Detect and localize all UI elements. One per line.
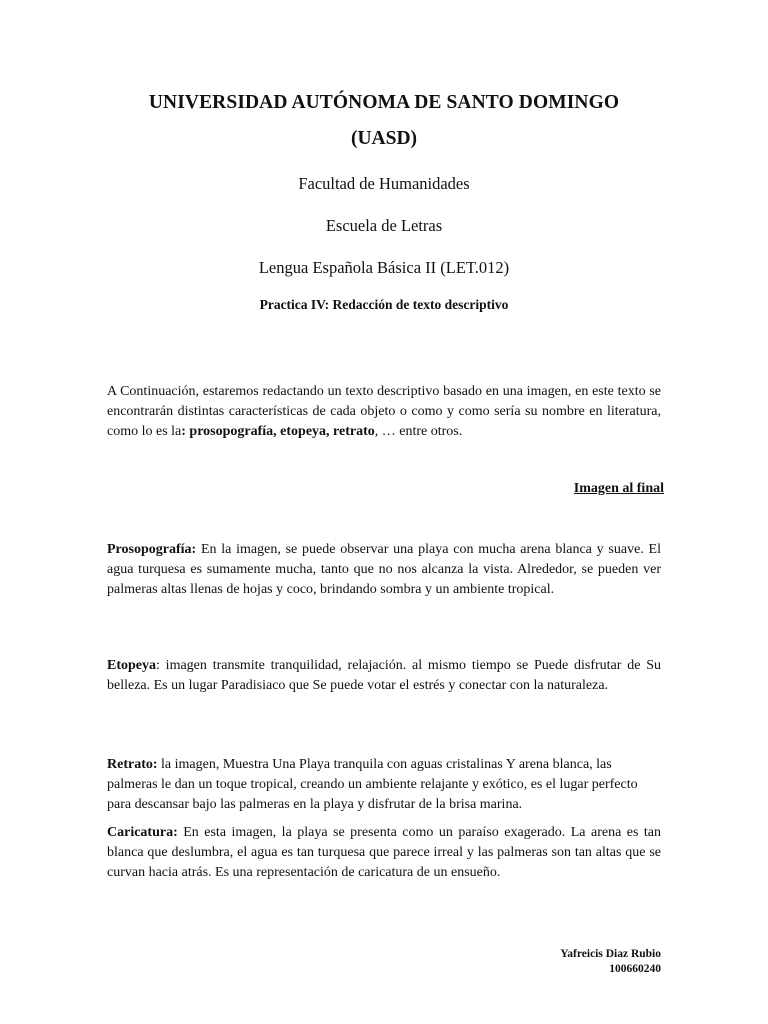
- intro-bold-terms: : prosopografía, etopeya, retrato: [181, 424, 375, 439]
- author-id: 100660240: [609, 963, 661, 975]
- school-name: Escuela de Letras: [325, 216, 443, 235]
- intro-text: A Continuación, estaremos redactando un texto descriptivo basado en una imagen, en este texto se encontrarán distintas características de cada objeto o como y como sería su nombre en literatura, como lo es la: [107, 384, 661, 439]
- etopeya-text: : imagen transmite tranquilidad, relajación. al mismo tiempo se Puede disfrutar de Su belleza. Es un lugar Paradisiaco que Se puede votar el estrés y conectar con la naturaleza.: [107, 658, 661, 693]
- author-block: [560, 947, 661, 977]
- retrato-label: Retrato:: [107, 757, 158, 772]
- retrato-paragraph: [107, 755, 661, 815]
- retrato-text: la imagen, Muestra Una Playa tranquila con aguas cristalinas Y arena blanca, las palmeras le dan un toque tropical, creando un ambiente relajante y exótico, es el lugar perfecto para descansar bajo las palmeras en la playa y disfrutar de la brisa marina.: [107, 757, 638, 812]
- intro-text-end: , … entre otros.: [374, 424, 463, 439]
- caricatura-text: En esta imagen, la playa se presenta como un paraíso exagerado. La arena es tan blanca que deslumbra, el agua es tan turquesa que parece irreal y las palmeras son tan altas que se curvan hacia atrás. Es una representación de caricatura de un ensueño.: [107, 825, 661, 880]
- prosopografia-label: Prosopografía:: [107, 542, 197, 557]
- prosopografia-text: En la imagen, se puede observar una playa con mucha arena blanca y suave. El agua turquesa es sumamente mucha, tanto que no nos alcanza la vista. Alrededor, se pueden ver palmeras altas llenas de hojas y coco, brindando sombra y un ambiente tropical.: [107, 542, 661, 597]
- faculty-name: Facultad de Humanidades: [298, 174, 470, 193]
- etopeya-paragraph: [107, 656, 661, 696]
- prosopografia-paragraph: [107, 540, 661, 600]
- caricatura-paragraph: [107, 823, 661, 883]
- assignment-title: Practica IV: Redacción de texto descriptivo: [259, 297, 509, 312]
- author-name: Yafreicis Diaz Rubio: [560, 948, 661, 960]
- university-title: UNIVERSIDAD AUTÓNOMA DE SANTO DOMINGO: [148, 92, 620, 113]
- caricatura-label: Caricatura:: [107, 825, 178, 840]
- etopeya-label: Etopeya: [107, 658, 156, 673]
- image-note: Imagen al final: [573, 481, 664, 496]
- university-acronym: (UASD): [350, 128, 418, 149]
- course-name: Lengua Española Básica II (LET.012): [258, 258, 510, 277]
- intro-paragraph: [107, 382, 661, 442]
